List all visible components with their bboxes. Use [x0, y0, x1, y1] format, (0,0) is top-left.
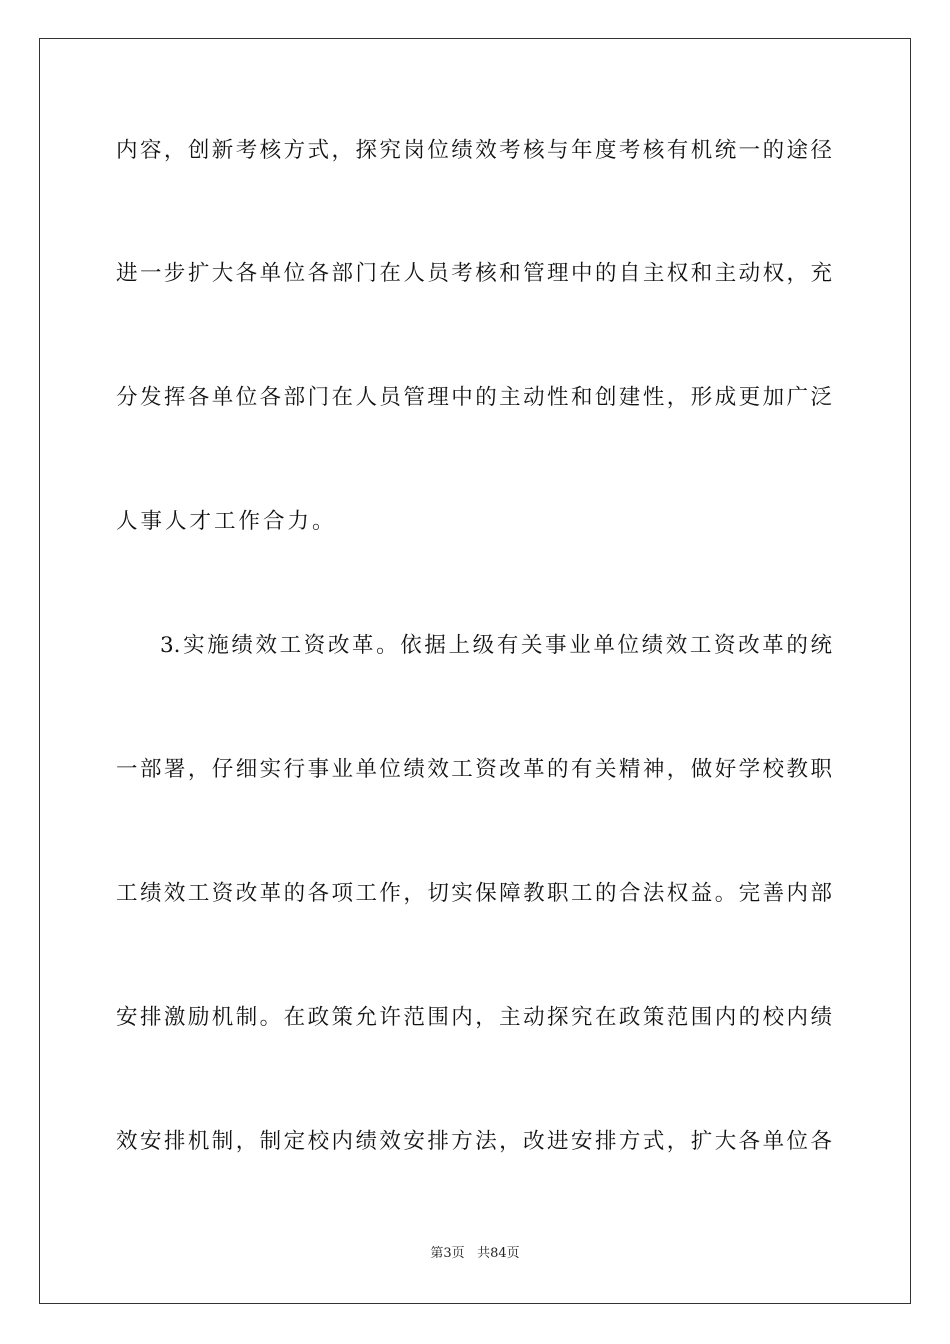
paragraph-line: 内容，创新考核方式，探究岗位绩效考核与年度考核有机统一的途径: [116, 138, 832, 163]
paragraph-line: 人事人才工作合力。: [116, 509, 337, 534]
paragraph-line: 一部署，仔细实行事业单位绩效工资改革的有关精神，做好学校教职: [116, 757, 832, 782]
page-footer: [0, 1245, 950, 1263]
page-total: 共84页: [477, 1246, 520, 1261]
paragraph-line: 分发挥各单位各部门在人员管理中的主动性和创建性，形成更加广泛: [116, 385, 832, 410]
paragraph-line: 工绩效工资改革的各项工作，切实保障教职工的合法权益。完善内部: [116, 881, 832, 906]
paragraph-line: 3.实施绩效工资改革。依据上级有关事业单位绩效工资改革的统: [160, 633, 832, 658]
page-number: 第3页: [430, 1246, 465, 1261]
page-border: [39, 38, 911, 1304]
paragraph-line: 安排激励机制。在政策允许范围内，主动探究在政策范围内的校内绩: [116, 1005, 832, 1030]
paragraph-line: 效安排机制，制定校内绩效安排方法，改进安排方式，扩大各单位各: [116, 1129, 832, 1154]
paragraph-line: 进一步扩大各单位各部门在人员考核和管理中的自主权和主动权，充: [116, 261, 832, 286]
